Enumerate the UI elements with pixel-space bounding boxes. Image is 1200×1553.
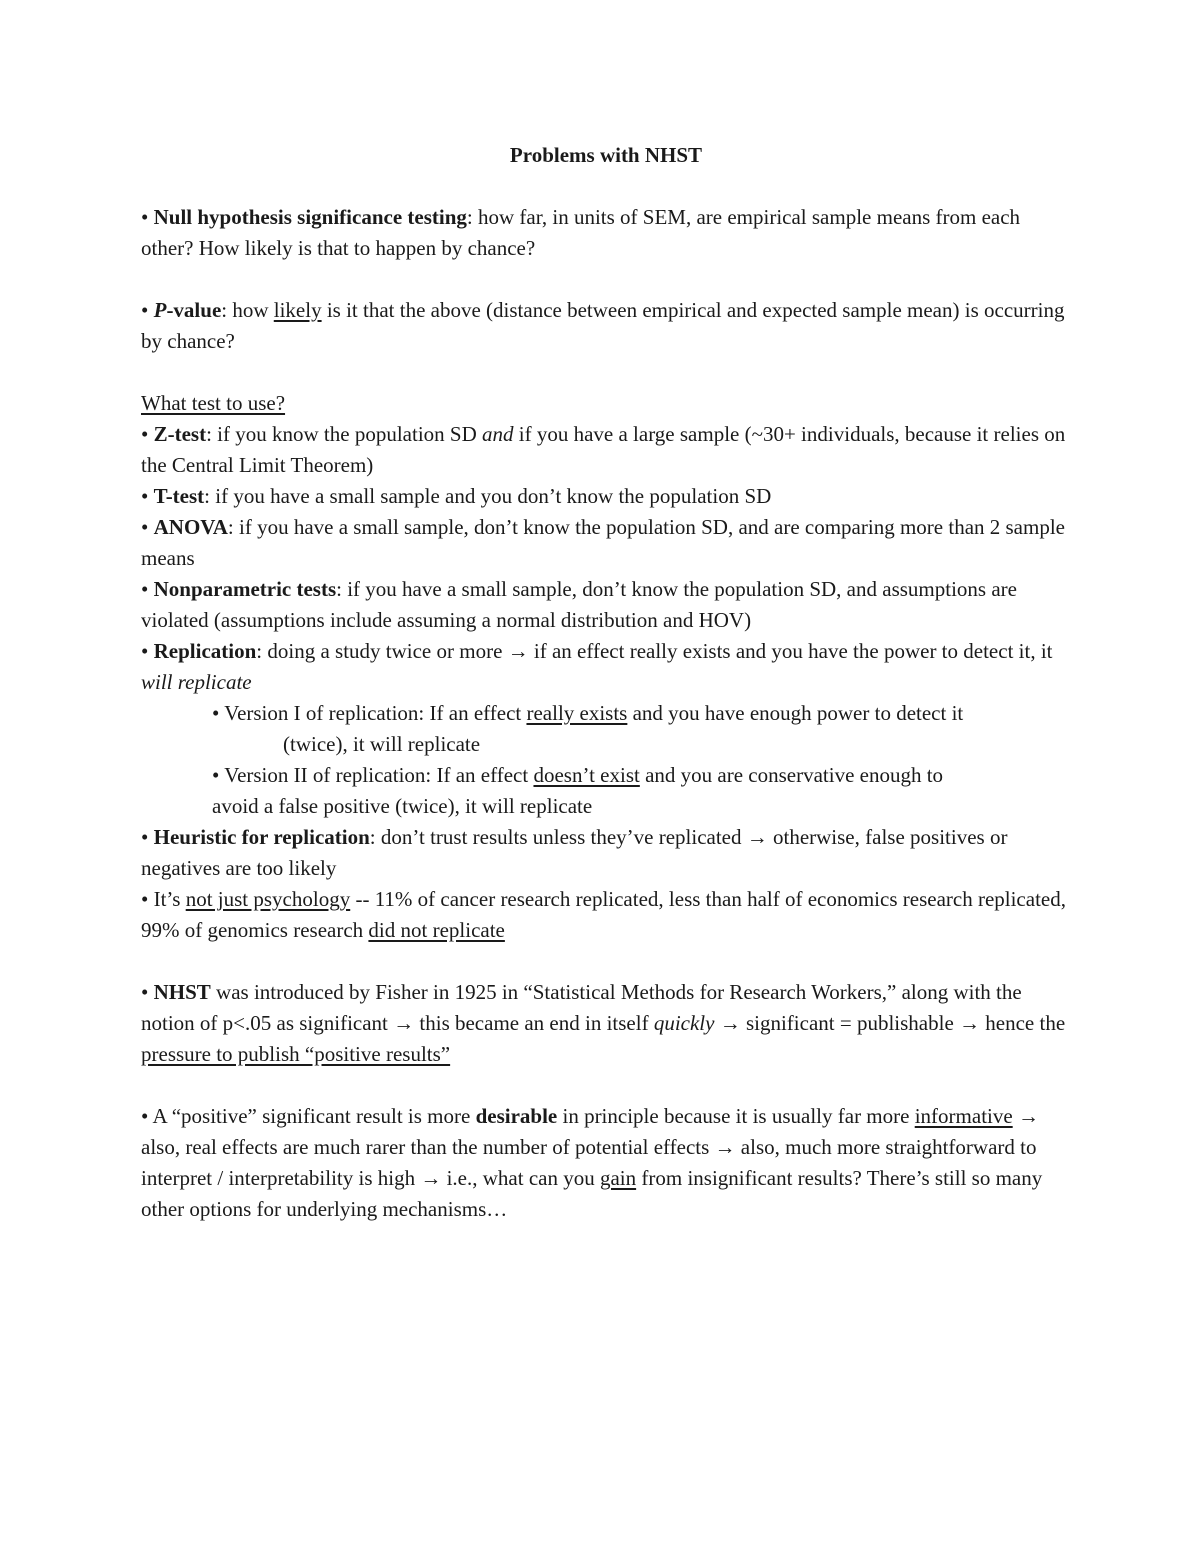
positive-underlined-2: gain: [599, 1166, 637, 1190]
pvalue-underlined: likely: [273, 298, 322, 322]
pvalue-term-italic: P: [153, 298, 167, 322]
bullet: •: [141, 577, 149, 601]
not-just-psychology-item: [141, 884, 1071, 946]
ztest-term: Z-test: [153, 422, 207, 446]
version1-post: and you have enough power to detect it: [627, 701, 964, 725]
replication-version-1: [141, 698, 1071, 760]
bullet: •: [141, 515, 149, 539]
positive-result-item: [141, 1101, 1071, 1225]
version2-underlined: doesn’t exist: [533, 763, 640, 787]
document-title: Problems with NHST: [509, 143, 703, 167]
pvalue-definition: [141, 295, 1071, 357]
nhst-text: : how far, in units of SEM, are empirical sample means from each other? How likely is that to happen by chance?: [141, 205, 1021, 260]
bullet: •: [141, 639, 149, 663]
ttest-item: [141, 481, 1071, 512]
positive-post: from insignificant results? There’s still so many other options for underlying mechanisms…: [141, 1166, 1043, 1221]
bullet: •: [141, 1104, 149, 1128]
not-just-mid: -- 11% of cancer research replicated, less than half of economics research replicated, 99% of genomics research: [141, 887, 1066, 942]
not-just-underlined-2: did not replicate: [368, 918, 505, 942]
replication-item: [141, 636, 1071, 698]
version1-pre: Version I of replication: If an effect: [224, 701, 527, 725]
anova-item: [141, 512, 1071, 574]
positive-mid2: → also, real effects are much rarer than the number of potential effects → also, much more straightforward to interpret / interpretability is high → i.e., what can you: [141, 1104, 1039, 1190]
nonparametric-text: : if you have a small sample, don’t know the population SD, and assumptions are violated (assumptions include assuming a normal distribution and HOV): [141, 577, 1017, 632]
version2-cont: avoid a false positive (twice), it will replicate: [212, 794, 593, 818]
heuristic-term: Heuristic for replication: [153, 825, 370, 849]
ztest-item: [141, 419, 1071, 481]
positive-mid: in principle because it is usually far more: [557, 1104, 915, 1128]
nhst-history-term: NHST: [153, 980, 211, 1004]
version2-post: and you are conservative enough to: [639, 763, 944, 787]
positive-underlined: informative: [914, 1104, 1013, 1128]
ztest-post: if you have a large sample (~30+ individuals, because it relies on the Central Limit Theorem): [141, 422, 1066, 477]
bullet: •: [141, 887, 149, 911]
bullet: •: [141, 484, 149, 508]
bullet: •: [141, 205, 149, 229]
ttest-text: : if you have a small sample and you don’t know the population SD: [204, 484, 772, 508]
version2-pre: Version II of replication: If an effect: [224, 763, 534, 787]
version1-cont: (twice), it will replicate: [283, 732, 481, 756]
pvalue-post: is it that the above (distance between empirical and expected sample mean) is occurring by chance?: [141, 298, 1065, 353]
bullet: •: [141, 980, 149, 1004]
nhst-history-pre: was introduced by Fisher in 1925 in “Statistical Methods for Research Workers,” along with the notion of p<.05 as significant → this became an end in itself: [141, 980, 1022, 1035]
bullet: •: [212, 763, 220, 787]
bullet: •: [141, 298, 149, 322]
document-page: [141, 140, 1071, 1225]
ztest-pre: : if you know the population SD: [206, 422, 482, 446]
positive-bold: desirable: [475, 1104, 558, 1128]
nonparametric-term: Nonparametric tests: [153, 577, 337, 601]
what-test-heading: [141, 388, 1071, 419]
bullet: •: [212, 701, 220, 725]
replication-version-2: [141, 760, 1071, 822]
nhst-history-underlined: pressure to publish “positive results”: [141, 1042, 451, 1066]
nhst-term: Null hypothesis significance testing: [153, 205, 467, 229]
version1-underlined: really exists: [526, 701, 628, 725]
bullet: •: [141, 422, 149, 446]
anova-text: : if you have a small sample, don’t know the population SD, and are comparing more than 2 sample means: [141, 515, 1065, 570]
nhst-history-item: [141, 977, 1071, 1070]
not-just-underlined: not just psychology: [185, 887, 351, 911]
replication-italic: will replicate: [141, 670, 252, 694]
pvalue-term-rest: -value: [166, 298, 222, 322]
replication-term: Replication: [153, 639, 257, 663]
ttest-term: T-test: [153, 484, 205, 508]
nhst-definition: [141, 202, 1071, 264]
heuristic-item: [141, 822, 1071, 884]
what-test-text: What test to use?: [141, 391, 286, 415]
positive-pre: A “positive” significant result is more: [152, 1104, 476, 1128]
heuristic-text: : don’t trust results unless they’ve replicated → otherwise, false positives or negatives are too likely: [141, 825, 1008, 880]
ztest-italic: and: [482, 422, 514, 446]
bullet: •: [141, 825, 149, 849]
pvalue-pre: : how: [221, 298, 274, 322]
nonparametric-item: [141, 574, 1071, 636]
nhst-history-italic: quickly: [653, 1011, 715, 1035]
nhst-history-mid: → significant = publishable → hence the: [714, 1011, 1066, 1035]
not-just-pre: It’s: [153, 887, 186, 911]
anova-term: ANOVA: [153, 515, 228, 539]
replication-text: : doing a study twice or more → if an effect really exists and you have the power to detect it, it: [256, 639, 1053, 663]
